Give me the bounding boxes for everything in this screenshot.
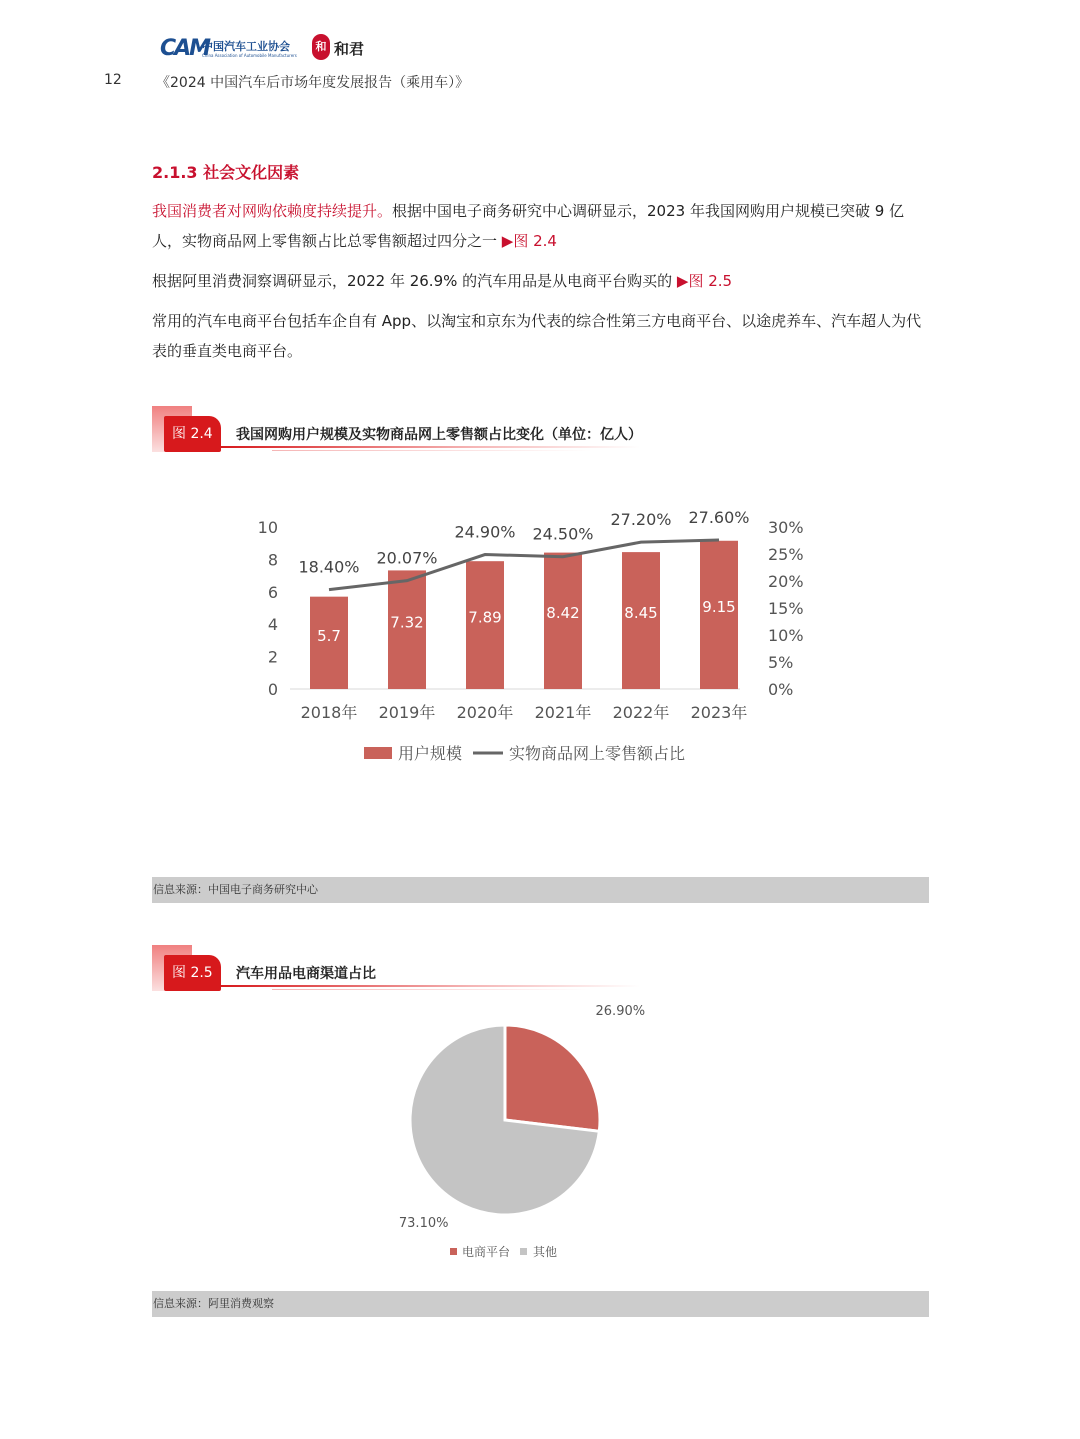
user-scale-bar-label: 7.89	[468, 608, 502, 627]
retail-share-point-label: 24.90%	[454, 522, 516, 542]
right-axis-tick-label: 5%	[768, 653, 794, 672]
x-axis-tick-label: 2023年	[690, 703, 748, 722]
ecommerce-channel-share-pie	[380, 1004, 700, 1270]
figure-underline	[220, 985, 640, 987]
user-scale-bar-label: 8.45	[624, 603, 658, 622]
cam-logo-name: 中国汽车工业协会	[202, 40, 290, 53]
user-scale-bar-label: 8.42	[546, 604, 580, 623]
figure-2-4-source: 信息来源：中国电子商务研究中心	[152, 877, 929, 903]
figure-2-5-header	[152, 945, 712, 995]
retail-share-point-label: 18.40%	[298, 557, 360, 577]
pie-legend	[450, 1244, 557, 1259]
legend-swatch-other	[520, 1248, 527, 1255]
paragraph-2	[152, 266, 932, 296]
page-number: 12	[104, 72, 122, 88]
pie-slice	[505, 1025, 600, 1131]
chart-legend	[364, 744, 685, 763]
paragraph-1	[152, 196, 932, 256]
retail-share-point-label: 27.60%	[688, 507, 750, 527]
paragraph-2-text: 根据阿里消费洞察调研显示，2022 年 26.9% 的汽车用品是从电商平台购买的	[152, 272, 677, 290]
x-axis-tick-label: 2020年	[456, 703, 514, 722]
legend-label-ecommerce: 电商平台	[462, 1245, 511, 1259]
x-axis-tick-label: 2018年	[300, 703, 358, 722]
left-axis-tick-label: 10	[257, 518, 278, 537]
right-axis-tick-label: 25%	[768, 545, 804, 564]
figure-2-5-badge: 图 2.5	[164, 955, 221, 991]
paragraph-1-highlight: 我国消费者对网购依赖度持续提升。	[152, 202, 393, 220]
legend-swatch-ecommerce	[450, 1248, 457, 1255]
figure-underline	[220, 446, 640, 448]
right-axis-ticks	[768, 518, 804, 699]
figure-2-4-badge: 图 2.4	[164, 416, 221, 452]
legend-label-user-scale: 用户规模	[398, 744, 463, 763]
retail-share-point-label: 20.07%	[376, 548, 438, 568]
user-scale-bar-label: 5.7	[317, 626, 341, 645]
right-axis-tick-label: 20%	[768, 572, 804, 591]
cam-logo	[160, 34, 295, 64]
x-axis-tick-label: 2021年	[534, 703, 592, 722]
paragraph-3: 常用的汽车电商平台包括车企自有 App、以淘宝和京东为代表的综合性第三方电商平台、以途虎养车、汽车超人为代表的垂直类电商平台。	[152, 312, 922, 360]
figure-2-4-caption: 我国网购用户规模及实物商品网上零售额占比变化（单位：亿人）	[236, 427, 642, 443]
figure-2-4-reference-link[interactable]: ▶图 2.4	[501, 232, 557, 250]
left-axis-tick-label: 6	[267, 582, 278, 602]
legend-label-retail-share: 实物商品网上零售额占比	[509, 744, 686, 763]
section-title: 2.1.3 社会文化因素	[152, 163, 300, 182]
legend-label-other: 其他	[533, 1245, 558, 1259]
x-axis-tick-label: 2022年	[612, 703, 670, 722]
right-axis-tick-label: 10%	[768, 626, 804, 645]
paragraph-1-text: 根据中国电子商务研究中心调研显示，2023 年我国网购用户规模已突破 9 亿人，实物商品网上零售额占比总零售额超过四分之一	[152, 202, 905, 250]
figure-2-5-reference-link[interactable]: ▶图 2.5	[676, 272, 733, 290]
retail-share-point-label: 27.20%	[610, 510, 672, 530]
bar-series	[310, 541, 738, 689]
left-axis-tick-label: 2	[267, 647, 278, 667]
x-axis-tick-label: 2019年	[378, 703, 436, 722]
legend-swatch-bar	[364, 747, 392, 759]
left-axis-tick-label: 4	[267, 615, 278, 635]
retail-share-point-label: 24.50%	[532, 524, 594, 544]
user-scale-retail-share-chart	[240, 505, 840, 780]
figure-2-5-caption: 汽车用品电商渠道占比	[236, 966, 376, 982]
user-scale-bar-label: 9.15	[702, 597, 736, 616]
figure-2-4-header	[152, 406, 712, 456]
pie-slices	[410, 1025, 600, 1215]
left-axis-tick-label: 8	[267, 550, 278, 570]
hejun-seal-icon: 和	[312, 34, 330, 60]
report-title: 《2024 中国汽车后市场年度发展报告（乘用车）》	[156, 75, 470, 91]
hejun-logo	[312, 34, 392, 64]
figure-underline-secondary	[272, 450, 592, 451]
cam-logo-subtitle: China Association of Automobile Manufacturers	[202, 53, 297, 58]
x-axis-ticks	[301, 703, 748, 722]
left-axis-tick-label: 0	[267, 680, 278, 699]
bar-value-labels	[317, 598, 736, 645]
right-axis-tick-label: 30%	[768, 518, 804, 537]
right-axis-tick-label: 0%	[768, 680, 794, 699]
pie-slice-label: 26.90%	[595, 1004, 646, 1020]
cam-logo-mark: CAM	[160, 36, 210, 61]
right-axis-tick-label: 15%	[768, 599, 804, 618]
hejun-logo-name: 和君	[334, 40, 365, 58]
figure-underline-secondary	[272, 989, 592, 990]
user-scale-bar-label: 7.32	[390, 613, 424, 632]
figure-2-5-source: 信息来源：阿里消费观察	[152, 1291, 929, 1317]
left-axis-ticks	[258, 518, 278, 699]
pie-slice-label: 73.10%	[398, 1215, 449, 1231]
